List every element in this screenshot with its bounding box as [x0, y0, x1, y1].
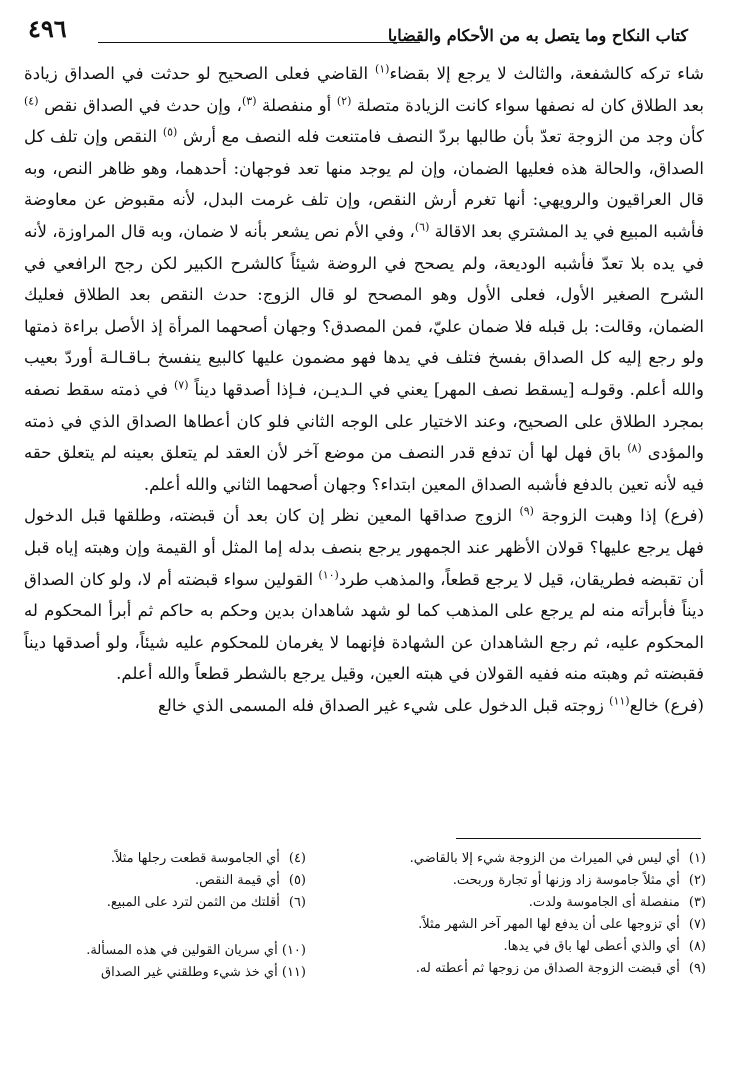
- footnote: [376, 870, 706, 892]
- footnote-text: أي الجاموسة قطعت رجلها مثلاً.: [110, 851, 280, 866]
- footnote-number: (٢): [688, 873, 706, 888]
- footnote: [376, 936, 706, 958]
- footnote: [36, 848, 306, 870]
- body-text-segment: (فرع) إذا وهبت الزوجة: [533, 506, 705, 526]
- body-text-segment: الزوج صداقها المعين نظر إن كان بعد أن قبضته، وطلقها قبل الدخول فهل يرجع عليها؟ قولان الأظهر عند الجمهور يرجع بنصف بدله إما المثل أو القيمة وإن وهبته إياه قبل أن تقبضه فطريقان، قيل لا يرجع قطعاً، والمذهب طرد: [24, 506, 704, 589]
- body-text-segment: النقص وإن تلف كل الصداق، والحالة هذه فعليها الضمان، وإن لم يوجد منها تعد فوجهان: أحدهما، وهو ظاهر النص، وبه قال العراقيون والرويهي: أنها تغرم أرش النقص، وإن تلف غرمت البدل، لأنه مقبوض عن معاوضة فأشبه المبيع في يد المشتري بعد الاقالة: [24, 127, 704, 241]
- body-text: [24, 58, 704, 721]
- body-text-segment: (فرع) خالع: [629, 695, 704, 715]
- paragraph: [24, 58, 704, 500]
- running-title: كتاب النكاح وما يتصل به من الأحكام والقضايا: [387, 26, 688, 45]
- footnote-number: (٥): [288, 873, 306, 888]
- body-text-segment: القاضي فعلى الصحيح لو حدثت في الصداق زيادة بعد الطلاق كان له نصفها سواء كانت الزيادة متصلة: [24, 64, 704, 115]
- footnote: [36, 870, 306, 892]
- footnote-ref: (٧): [174, 378, 189, 392]
- footnote-number: (١٠): [281, 943, 306, 958]
- footnote-text: أي تزوجها على أن يدفع لها المهر آخر الشهر مثلاً.: [418, 917, 680, 932]
- footnote-ref: (٦): [414, 220, 430, 234]
- footnote-divider: [456, 838, 701, 839]
- footnote-text: أي مثلاً جاموسة زاد وزنها أو تجارة وربحت.: [452, 873, 680, 888]
- body-text-segment: شاء تركه كالشفعة، والثالث لا يرجع إلا بقضاء: [389, 64, 704, 83]
- footnote-ref: (٣): [241, 94, 257, 108]
- header-rule: [98, 42, 420, 43]
- footnote-number: (١١): [281, 965, 306, 980]
- footnote-text: أي قبضت الزوجة الصداق من زوجها ثم أعطته له.: [415, 961, 680, 976]
- footnote-text: منفصلة أى الجاموسة ولدت.: [528, 895, 680, 910]
- body-text-segment: في ذمته سقط نصفه بمجرد الطلاق على الصحيح، وعند الاختيار على الوجه الثاني فلو كان أعطاها الصداق الذي في ذمته والمؤدى: [24, 379, 705, 463]
- paragraph: [24, 690, 704, 722]
- footnote-ref: (٨): [627, 441, 642, 455]
- footnotes-right-column: [376, 848, 706, 980]
- footnote: [376, 958, 706, 980]
- footnote-ref: (١٠): [318, 567, 339, 581]
- body-text-segment: باق فهل لها أن تدفع قدر النصف من موضع آخر لأن العقد لم يتعلق بعينه لم يتعلق حقه فيه لأنه تعين بالدفع فأشبه الصداق المعين ابتداء؟ وجهان أصحهما الثاني والله أعلم.: [24, 443, 704, 494]
- footnote-number: (٣): [688, 895, 706, 910]
- footnote-text: أقلتك من الثمن لترد على المبيع.: [106, 895, 280, 910]
- footnote: [36, 940, 306, 962]
- body-text-segment: أو منفصلة: [256, 95, 337, 115]
- body-text-segment: ، وفي الأم نص يشعر بأنه لا ضمان، وبه قال المراوزة، لأنه في يده بلا تعدّ فأشبه الوديعة، ولم يصحح في الروضة شيئاً كالشرح الكبير لكن رجح الرافعي في الشرح الصغير الأول، فعلى الأول وهو المصحح لو قال الزوج: حدث النقص بعد الطلاق فعليك الضمان، وقالت: بل قبله فلا ضمان عليّ، فمن المصدق؟ وجهان أصحهما المرأة إذ الأصل براءة ذمتها ولو رجع إليه كل الصداق بفسخ فتلف في يدها فهو مضمون عليها كالبيع ينفسخ بـاقـالـة أوردّ بعيب والله أعلم. وقولـه [يسقط نصف المهر] يعني في الـديـن، فـإذا أصدقها ديناً: [24, 221, 704, 399]
- footnote: [36, 892, 306, 914]
- footnote-number: (٨): [688, 939, 706, 954]
- footnote-ref: (٩): [519, 504, 534, 518]
- footnote: [376, 848, 706, 870]
- body-text-segment: زوجته قبل الدخول على شيء غير الصداق فله المسمى الذي خالع: [157, 695, 610, 715]
- footnote-text: أي خذ شيء وطلقني غير الصداق: [101, 965, 278, 980]
- footnote-text: أي سريان القولين في هذه المسألة.: [86, 943, 278, 958]
- body-text-segment: ، وإن حدث في الصداق نقص: [38, 95, 242, 115]
- footnote-number: (٦): [288, 895, 306, 910]
- footnote-text: أي ليس في الميراث من الزوجة شيء إلا بالقاضي.: [409, 851, 680, 866]
- footnote-ref: (٤): [24, 94, 39, 108]
- page-number: ٤٩٦: [28, 14, 67, 43]
- footnote-ref: (٥): [162, 125, 178, 139]
- footnote-ref: (١١): [609, 694, 630, 708]
- footnote: [376, 892, 706, 914]
- body-text-segment: كأن وجد من الزوجة تعدّ بأن طالبها بردّ النصف فامتنعت فله النصف مع أرش: [177, 127, 704, 147]
- footnote-number: (٤): [288, 851, 306, 866]
- body-text-segment: القولين سواء قبضته أم لا، ولو كان الصداق ديناً فأبرأته منه لم يرجع على المذهب كما لو شهد شاهدان بدين وحكم به حاكم ثم أبرأ المحكوم له المحكوم عليه، ثم رجع الشاهدان عن الشهادة فإنهما لا يغرمان للمحكوم عليه شيئاً، ولو أصدقها ديناً فقبضته ثم وهبته منه ففيه القولان في هبته العين، وقيل يرجع بالشطر قطعاً والله أعلم.: [24, 569, 704, 684]
- footnote-number: (٩): [688, 961, 706, 976]
- footnote-number: (٧): [688, 917, 706, 932]
- footnote-ref: (١): [374, 62, 390, 76]
- paragraph: [24, 500, 704, 690]
- footnote: [36, 962, 306, 984]
- footnote-ref: (٢): [336, 94, 352, 108]
- footnote-text: أي قيمة النقص.: [195, 873, 280, 888]
- footnote-text: أي والذي أعطى لها باق في يدها.: [503, 939, 680, 954]
- page-header: [28, 14, 688, 48]
- footnote-number: (١): [688, 851, 706, 866]
- footnotes-left-column: [36, 848, 306, 984]
- footnote: [376, 914, 706, 936]
